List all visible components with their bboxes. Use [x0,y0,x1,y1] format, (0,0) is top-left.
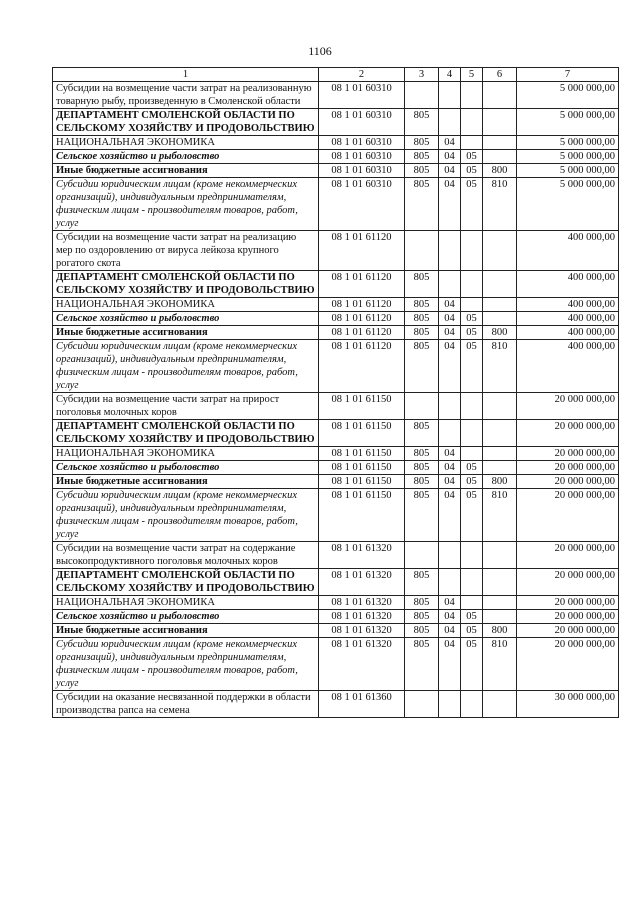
row-amount: 5 000 000,00 [517,82,619,109]
column-header-7: 7 [517,68,619,82]
row-section: 04 [439,178,461,231]
row-code: 08 1 01 61150 [319,420,405,447]
row-section: 04 [439,340,461,393]
row-subsection [461,298,483,312]
table-row [53,82,619,109]
row-amount: 400 000,00 [517,312,619,326]
column-header-4: 4 [439,68,461,82]
row-section: 04 [439,312,461,326]
row-code: 08 1 01 60310 [319,109,405,136]
row-code: 08 1 01 61120 [319,271,405,298]
row-section [439,109,461,136]
row-name: Субсидии на оказание несвязанной поддержки в области производства рапса на семена [53,691,319,718]
row-amount: 20 000 000,00 [517,624,619,638]
row-name: Субсидии на возмещение части затрат на реализацию мер по оздоровлению от вируса лейкоза крупного рогатого скота [53,231,319,271]
row-code: 08 1 01 61150 [319,461,405,475]
row-ministry-code: 805 [405,638,439,691]
row-ministry-code [405,691,439,718]
row-code: 08 1 01 60310 [319,136,405,150]
row-ministry-code [405,82,439,109]
row-expense-type [483,691,517,718]
row-subsection: 05 [461,164,483,178]
row-subsection: 05 [461,178,483,231]
row-subsection [461,136,483,150]
row-amount: 20 000 000,00 [517,489,619,542]
row-code: 08 1 01 61150 [319,393,405,420]
row-code: 08 1 01 61120 [319,231,405,271]
row-ministry-code: 805 [405,569,439,596]
row-ministry-code: 805 [405,326,439,340]
row-amount: 20 000 000,00 [517,393,619,420]
table-row [53,231,619,271]
row-name: ДЕПАРТАМЕНТ СМОЛЕНСКОЙ ОБЛАСТИ ПО СЕЛЬСКОМУ ХОЗЯЙСТВУ И ПРОДОВОЛЬСТВИЮ [53,420,319,447]
row-name: Субсидии юридическим лицам (кроме некоммерческих организаций), индивидуальным предпринимателям, физическим лицам - производителям товаров, работ, услуг [53,178,319,231]
row-subsection [461,231,483,271]
row-code: 08 1 01 61320 [319,569,405,596]
row-expense-type [483,447,517,461]
row-expense-type [483,150,517,164]
row-code: 08 1 01 61320 [319,624,405,638]
row-expense-type [483,231,517,271]
row-subsection: 05 [461,326,483,340]
row-amount: 20 000 000,00 [517,461,619,475]
row-subsection [461,569,483,596]
row-amount: 5 000 000,00 [517,109,619,136]
row-code: 08 1 01 61360 [319,691,405,718]
row-section [439,393,461,420]
row-name: Субсидии юридическим лицам (кроме некоммерческих организаций), индивидуальным предпринимателям, физическим лицам - производителям товаров, работ, услуг [53,489,319,542]
row-code: 08 1 01 61120 [319,312,405,326]
row-expense-type [483,298,517,312]
table-row [53,312,619,326]
table-row [53,393,619,420]
row-expense-type [483,569,517,596]
column-header-6: 6 [483,68,517,82]
row-name: Сельское хозяйство и рыболовство [53,150,319,164]
row-name: ДЕПАРТАМЕНТ СМОЛЕНСКОЙ ОБЛАСТИ ПО СЕЛЬСКОМУ ХОЗЯЙСТВУ И ПРОДОВОЛЬСТВИЮ [53,271,319,298]
row-section: 04 [439,489,461,542]
row-code: 08 1 01 60310 [319,164,405,178]
row-code: 08 1 01 60310 [319,150,405,164]
row-subsection [461,271,483,298]
row-section: 04 [439,447,461,461]
row-ministry-code: 805 [405,136,439,150]
row-subsection: 05 [461,489,483,542]
row-code: 08 1 01 61120 [319,298,405,312]
row-code: 08 1 01 60310 [319,178,405,231]
row-ministry-code: 805 [405,475,439,489]
row-ministry-code: 805 [405,489,439,542]
row-ministry-code: 805 [405,420,439,447]
row-amount: 5 000 000,00 [517,136,619,150]
row-amount: 20 000 000,00 [517,542,619,569]
row-amount: 5 000 000,00 [517,150,619,164]
table-row [53,475,619,489]
row-ministry-code [405,542,439,569]
column-header-1: 1 [53,68,319,82]
table-row [53,569,619,596]
table-row [53,109,619,136]
row-subsection [461,596,483,610]
row-ministry-code: 805 [405,624,439,638]
row-amount: 20 000 000,00 [517,475,619,489]
row-code: 08 1 01 61320 [319,610,405,624]
row-ministry-code: 805 [405,109,439,136]
row-subsection: 05 [461,610,483,624]
row-amount: 5 000 000,00 [517,178,619,231]
row-amount: 20 000 000,00 [517,596,619,610]
row-code: 08 1 01 61320 [319,542,405,569]
row-expense-type: 810 [483,638,517,691]
column-header-5: 5 [461,68,483,82]
row-amount: 20 000 000,00 [517,610,619,624]
row-expense-type: 800 [483,624,517,638]
table-header-row [53,68,619,82]
row-expense-type [483,312,517,326]
row-expense-type: 810 [483,178,517,231]
column-header-2: 2 [319,68,405,82]
row-amount: 30 000 000,00 [517,691,619,718]
row-amount: 400 000,00 [517,271,619,298]
row-name: ДЕПАРТАМЕНТ СМОЛЕНСКОЙ ОБЛАСТИ ПО СЕЛЬСКОМУ ХОЗЯЙСТВУ И ПРОДОВОЛЬСТВИЮ [53,569,319,596]
row-code: 08 1 01 60310 [319,82,405,109]
row-name: Сельское хозяйство и рыболовство [53,312,319,326]
row-name: Иные бюджетные ассигнования [53,326,319,340]
table-row [53,542,619,569]
row-ministry-code: 805 [405,150,439,164]
row-ministry-code: 805 [405,271,439,298]
row-subsection [461,420,483,447]
row-section: 04 [439,461,461,475]
row-name: ДЕПАРТАМЕНТ СМОЛЕНСКОЙ ОБЛАСТИ ПО СЕЛЬСКОМУ ХОЗЯЙСТВУ И ПРОДОВОЛЬСТВИЮ [53,109,319,136]
row-amount: 400 000,00 [517,298,619,312]
row-section: 04 [439,596,461,610]
column-header-3: 3 [405,68,439,82]
page-number: 1106 [308,44,332,58]
table-row [53,326,619,340]
table-row [53,610,619,624]
row-ministry-code [405,231,439,271]
row-subsection [461,542,483,569]
row-ministry-code: 805 [405,178,439,231]
row-section: 04 [439,624,461,638]
table-row [53,164,619,178]
row-name: Сельское хозяйство и рыболовство [53,610,319,624]
table-row [53,596,619,610]
table-row [53,461,619,475]
row-section [439,542,461,569]
row-name: НАЦИОНАЛЬНАЯ ЭКОНОМИКА [53,136,319,150]
row-section [439,82,461,109]
table-row [53,178,619,231]
row-expense-type: 800 [483,164,517,178]
row-section [439,231,461,271]
row-ministry-code: 805 [405,447,439,461]
row-expense-type [483,393,517,420]
table-row [53,489,619,542]
row-name: Иные бюджетные ассигнования [53,164,319,178]
row-section [439,569,461,596]
row-amount: 5 000 000,00 [517,164,619,178]
row-expense-type: 810 [483,340,517,393]
row-name: Субсидии на возмещение части затрат на реализованную товарную рыбу, произведенную в Смоленской области [53,82,319,109]
row-code: 08 1 01 61320 [319,596,405,610]
row-code: 08 1 01 61320 [319,638,405,691]
row-subsection [461,691,483,718]
row-ministry-code: 805 [405,340,439,393]
table-row [53,271,619,298]
row-section [439,691,461,718]
table-row [53,136,619,150]
table-row [53,447,619,461]
table-row [53,340,619,393]
row-amount: 20 000 000,00 [517,569,619,596]
row-ministry-code [405,393,439,420]
budget-table [52,67,619,718]
row-name: Субсидии на возмещение части затрат на прирост поголовья молочных коров [53,393,319,420]
row-expense-type [483,461,517,475]
row-expense-type: 800 [483,326,517,340]
row-amount: 20 000 000,00 [517,420,619,447]
table-row [53,298,619,312]
row-section: 04 [439,136,461,150]
row-section: 04 [439,610,461,624]
row-ministry-code: 805 [405,610,439,624]
row-subsection: 05 [461,638,483,691]
row-subsection: 05 [461,624,483,638]
row-name: НАЦИОНАЛЬНАЯ ЭКОНОМИКА [53,298,319,312]
row-section: 04 [439,150,461,164]
row-expense-type [483,271,517,298]
row-expense-type [483,136,517,150]
row-code: 08 1 01 61120 [319,326,405,340]
row-name: Иные бюджетные ассигнования [53,475,319,489]
row-name: Сельское хозяйство и рыболовство [53,461,319,475]
row-amount: 400 000,00 [517,340,619,393]
row-expense-type: 800 [483,475,517,489]
row-subsection [461,447,483,461]
row-subsection: 05 [461,475,483,489]
row-subsection [461,82,483,109]
row-section: 04 [439,164,461,178]
row-expense-type [483,610,517,624]
row-subsection [461,393,483,420]
row-amount: 20 000 000,00 [517,447,619,461]
row-section [439,271,461,298]
row-code: 08 1 01 61150 [319,475,405,489]
row-name: Субсидии на возмещение части затрат на содержание высокопродуктивного поголовья молочных коров [53,542,319,569]
row-code: 08 1 01 61120 [319,340,405,393]
row-section: 04 [439,298,461,312]
row-subsection [461,109,483,136]
row-subsection: 05 [461,150,483,164]
row-ministry-code: 805 [405,596,439,610]
row-name: НАЦИОНАЛЬНАЯ ЭКОНОМИКА [53,596,319,610]
table-row [53,624,619,638]
row-section: 04 [439,475,461,489]
row-expense-type [483,82,517,109]
row-ministry-code: 805 [405,312,439,326]
row-section [439,420,461,447]
row-amount: 400 000,00 [517,231,619,271]
row-expense-type: 810 [483,489,517,542]
row-amount: 20 000 000,00 [517,638,619,691]
table-row [53,691,619,718]
row-code: 08 1 01 61150 [319,447,405,461]
row-section: 04 [439,638,461,691]
row-amount: 400 000,00 [517,326,619,340]
row-section: 04 [439,326,461,340]
row-subsection: 05 [461,312,483,326]
row-name: Субсидии юридическим лицам (кроме некоммерческих организаций), индивидуальным предпринимателям, физическим лицам - производителям товаров, работ, услуг [53,340,319,393]
row-ministry-code: 805 [405,461,439,475]
row-ministry-code: 805 [405,164,439,178]
row-name: НАЦИОНАЛЬНАЯ ЭКОНОМИКА [53,447,319,461]
row-name: Субсидии юридическим лицам (кроме некоммерческих организаций), индивидуальным предпринимателям, физическим лицам - производителям товаров, работ, услуг [53,638,319,691]
table-row [53,150,619,164]
row-name: Иные бюджетные ассигнования [53,624,319,638]
row-expense-type [483,109,517,136]
table-body [53,82,619,718]
row-subsection: 05 [461,461,483,475]
row-code: 08 1 01 61150 [319,489,405,542]
row-ministry-code: 805 [405,298,439,312]
table-row [53,420,619,447]
row-expense-type [483,596,517,610]
row-subsection: 05 [461,340,483,393]
row-expense-type [483,542,517,569]
row-expense-type [483,420,517,447]
table-row [53,638,619,691]
